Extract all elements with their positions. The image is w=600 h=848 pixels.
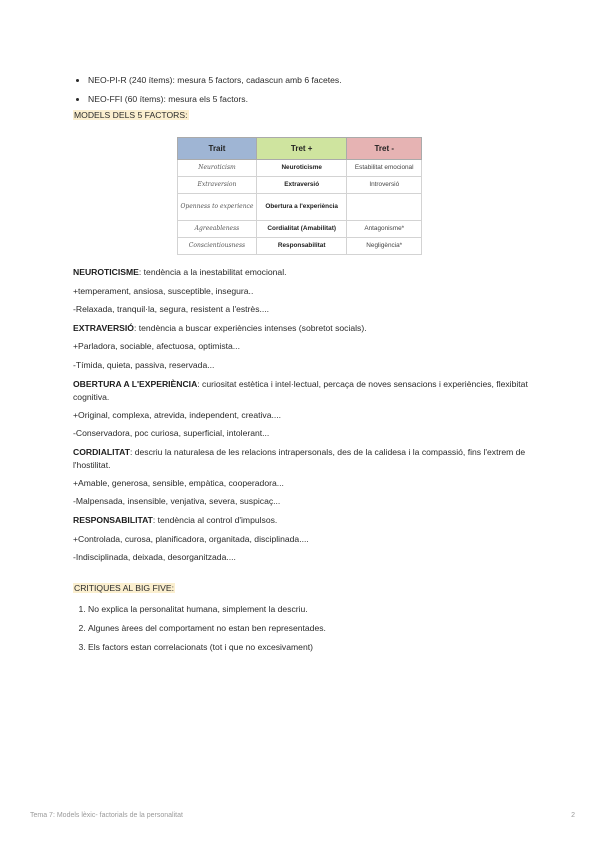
list-item: • NEO-FFI (60 ítems): mesura els 5 factors. xyxy=(88,91,342,110)
factor-name: EXTRAVERSIÓ xyxy=(73,322,134,333)
list-item: • NEO-PI-R (240 ítems): mesura 5 factors, cadascun amb 6 facetes. xyxy=(88,72,342,91)
factor-definition xyxy=(73,514,533,533)
page-footer xyxy=(30,812,575,821)
traits-table-image xyxy=(177,137,422,255)
models-heading-text: MODELS DELS 5 FACTORS: xyxy=(74,110,188,120)
factor-desc: : tendència a buscar experiències intenses (sobretot socials). xyxy=(133,322,367,333)
factor-definition xyxy=(73,446,533,477)
list-item: 3. Els factors estan correlacionats (tot i que no excesivament) xyxy=(88,641,326,660)
table-cell xyxy=(347,194,422,221)
factors-description xyxy=(73,266,533,570)
header-positive: Tret + xyxy=(256,138,347,160)
table-cell: Neuroticisme xyxy=(256,160,347,177)
table-cell: Openness to experience xyxy=(178,194,257,221)
factor-definition xyxy=(73,266,533,285)
table-cell: Extraversió xyxy=(256,177,347,194)
factor-desc: : tendència a la inestabilitat emocional. xyxy=(138,267,287,277)
factor-positive: +Parladora, sociable, afectuosa, optimista... xyxy=(73,341,240,352)
factor-negative: -Indisciplinada, deixada, desorganitzada.... xyxy=(73,552,236,563)
header-trait: Trait xyxy=(178,138,257,160)
table-row xyxy=(178,177,422,194)
table-cell: Antagonisme* xyxy=(347,221,422,238)
factor-name: OBERTURA A L'EXPERIÈNCIA xyxy=(73,378,198,389)
factor-positive: +Original, complexa, atrevida, independent, creativa.... xyxy=(73,409,282,420)
table-cell: Neuroticism xyxy=(178,160,257,177)
footer-title: Tema 7: Models lèxic- factorials de la personalitat xyxy=(30,812,183,819)
table-row xyxy=(178,221,422,238)
table-cell: Obertura a l'experiència xyxy=(256,194,347,221)
factor-definition xyxy=(73,322,533,341)
factor-positive: +Controlada, curosa, planificadora, organitada, disciplinada.... xyxy=(73,533,309,544)
header-negative: Tret - xyxy=(347,138,422,160)
intro-bullet-list xyxy=(74,72,342,110)
factor-negative: -Conservadora, poc curiosa, superficial, intolerant... xyxy=(73,428,270,439)
table-cell: Extraversion xyxy=(178,177,257,194)
traits-table xyxy=(177,137,422,255)
factor-name: RESPONSABILITAT xyxy=(73,514,153,525)
factor-name: CORDIALITAT xyxy=(73,446,130,457)
table-row xyxy=(178,194,422,221)
list-item: 1. No explica la personalitat humana, simplement la descriu. xyxy=(88,603,326,622)
factor-negative: -Malpensada, insensible, venjativa, severa, suspicaç... xyxy=(73,496,281,507)
factor-positive: +temperament, ansiosa, susceptible, insegura.. xyxy=(73,285,254,296)
table-cell: Conscientiousness xyxy=(178,238,257,255)
table-cell: Introversió xyxy=(347,177,422,194)
factor-desc: : tendència al control d'impulsos. xyxy=(152,514,278,525)
factor-negative: -Relaxada, tranquil·la, segura, resistent a l'estrès.... xyxy=(73,304,270,315)
factor-negative: -Tímida, quieta, passiva, reservada... xyxy=(73,359,215,370)
factor-definition xyxy=(73,378,533,409)
factor-name: NEUROTICISME xyxy=(73,267,139,277)
list-item: 2. Algunes àrees del comportament no estan ben representades. xyxy=(88,622,326,641)
table-cell: Negligència* xyxy=(347,238,422,255)
table-row xyxy=(178,238,422,255)
critiques-heading-text: CRITIQUES AL BIG FIVE: xyxy=(74,583,174,593)
factor-desc: : descriu la naturalesa de les relacions intrapersonals, des de la calidesa i la compassió, fins l'extrem de l'hostilitat. xyxy=(73,446,526,470)
table-header-row xyxy=(178,138,422,160)
table-cell: Agreeableness xyxy=(178,221,257,238)
critiques-list xyxy=(74,603,326,660)
table-cell: Estabilitat emocional xyxy=(347,160,422,177)
factor-positive: +Amable, generosa, sensible, empàtica, cooperadora... xyxy=(73,477,284,488)
models-heading xyxy=(73,110,189,121)
critiques-heading xyxy=(73,583,175,594)
table-cell: Cordialitat (Amabilitat) xyxy=(256,221,347,238)
factor-desc: : curiositat estètica i intel·lectual, percaça de noves sensacions i experiències, flexibitat cognitiva. xyxy=(73,378,528,402)
table-cell: Responsabilitat xyxy=(256,238,347,255)
page-number: 2 xyxy=(571,812,575,819)
table-row xyxy=(178,160,422,177)
